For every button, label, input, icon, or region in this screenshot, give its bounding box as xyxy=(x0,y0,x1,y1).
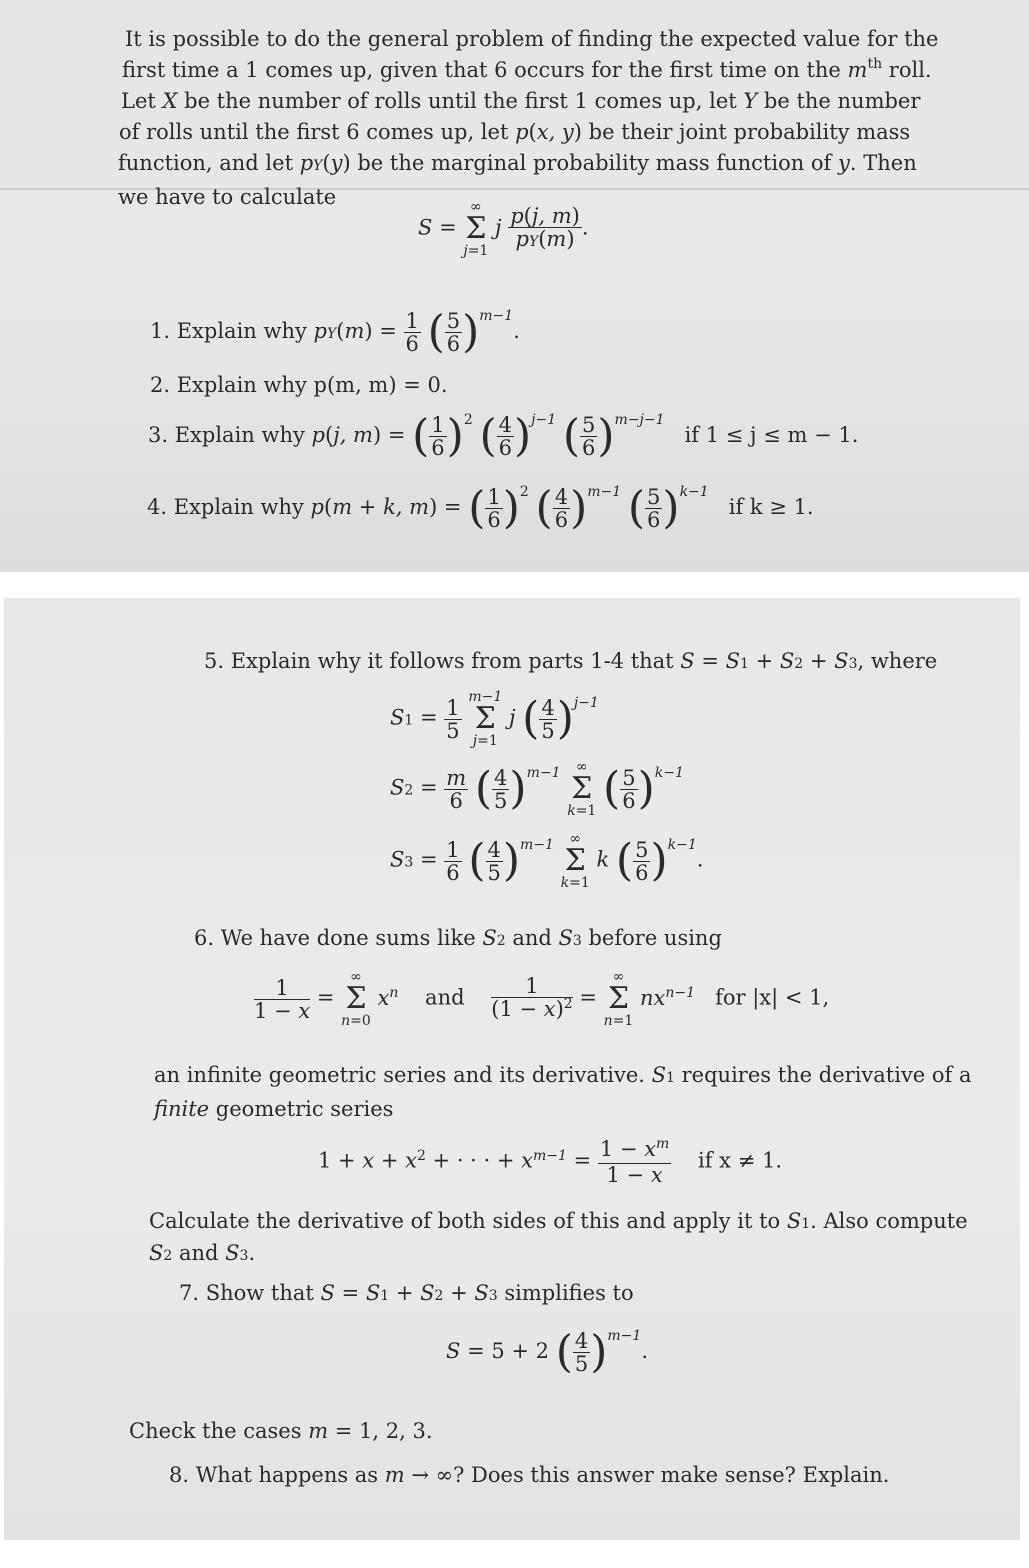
item-3-label: 3. Explain why xyxy=(148,423,305,447)
item-4-label: 4. Explain why xyxy=(147,495,304,519)
equation-S: S = ∞ Σ j=1 j $\frac{p(j, m)}{pY(m)}$ . xyxy=(418,199,589,259)
intro-line-3: Let X be the number of rolls until the first 1 comes up, let Y be the number xyxy=(121,89,921,113)
check-cases: Check the cases m = 1, 2, 3. xyxy=(129,1419,433,1443)
intro-line-2: first time a 1 comes up, given that 6 occurs for the first time on the $m^{th}$ roll. xyxy=(122,56,932,82)
item-1-label: 1. Explain why xyxy=(150,319,307,343)
equation-S-simplified: S = 5 + 2 ( $\frac{4}{5}$ )$^{m-1}$. xyxy=(446,1326,649,1378)
item-2: 2. Explain why p(m, m) = 0. xyxy=(150,373,448,397)
item-1: 1. Explain why pY(m) = $\frac{1}{6}$ ( $\frac{5}{6}$ )$^{m-1}$. xyxy=(150,306,520,358)
finite-word: finite xyxy=(154,1097,210,1121)
item-3-condition: if 1 ≤ j ≤ m − 1. xyxy=(684,423,859,447)
item-6-text-2 xyxy=(154,1094,393,1125)
item-6: 6. We have done sums like S2 and S3 before using xyxy=(194,926,722,950)
page-bottom-sheet xyxy=(4,598,1020,1540)
finite-series-condition: if x ≠ 1. xyxy=(698,1148,783,1173)
item-6-text-1: an infinite geometric series and its derivative. S1 requires the derivative of a xyxy=(154,1063,972,1087)
equation-finite-series: $1 + x + x^2$ + · · · + $x^{m-1}$ = $\frac{1 - x^m}{1 - x}$ if x ≠ 1. xyxy=(318,1136,783,1187)
intro-line-4: of rolls until the first 6 comes up, let p(x, y) be their joint probability mass xyxy=(119,120,911,144)
item-5: 5. Explain why it follows from parts 1-4 that S = S1 + S2 + S3, where xyxy=(204,649,938,673)
page-top-sheet xyxy=(0,0,1029,572)
equation-S3: S3 = $\frac{1}{6}$ ( $\frac{4}{5}$ )$^{m-1}$ ∞ Σ k=1 k ( $\frac{5}{6}$ )$^{k-1}$. xyxy=(390,831,704,891)
item-7: 7. Show that S = S1 + S2 + S3 simplifies to xyxy=(179,1281,634,1305)
item-4-condition: if k ≥ 1. xyxy=(728,495,814,519)
item-4: 4. Explain why p(m + k, m) = ( $\frac{1}{6}$ )$^2$ ( $\frac{4}{6}$ )$^{m-1}$ ( $\frac{5}{6}$ )$^{k-1}$ if k ≥ 1. xyxy=(147,482,814,534)
item-6-condition: for |x| < 1, xyxy=(715,985,830,1010)
intro-line-1: It is possible to do the general problem of finding the expected value for the xyxy=(125,27,939,51)
equation-geometric-series: $\frac{1}{1 - x}$ = ∞ Σ n=0 $x^n$ and $\frac{1}{(1 - x)^2}$ = ∞ Σ n=1 $nx^{n-1}$ for |x| < 1, xyxy=(254,969,830,1029)
calc-text-2: S2 and S3. xyxy=(149,1241,256,1265)
geometric-series-word: geometric series xyxy=(209,1097,394,1121)
calc-text-1: Calculate the derivative of both sides of this and apply it to S1. Also compute xyxy=(149,1209,968,1233)
equation-S2: S2 = $\frac{m}{6}$ ( $\frac{4}{5}$ )$^{m-1}$ ∞ Σ k=1 ( $\frac{5}{6}$ )$^{k-1}$ xyxy=(390,759,684,819)
and-word: and xyxy=(425,985,465,1010)
item-3: 3. Explain why p(j, m) = ( $\frac{1}{6}$ )$^2$ ( $\frac{4}{6}$ )$^{j-1}$ ( $\frac{5}{6}$ )$^{m-j-1}$ if 1 ≤ j ≤ m − 1. xyxy=(148,410,859,462)
item-8: 8. What happens as m → ∞? Does this answer make sense? Explain. xyxy=(169,1463,890,1487)
intro-line-6: we have to calculate xyxy=(118,185,337,209)
equation-S1: S1 = $\frac{1}{5}$ m−1 Σ j=1 j ( $\frac{4}{5}$ )$^{j-1}$ xyxy=(390,689,599,749)
intro-line-5: function, and let pY(y) be the marginal probability mass function of y. Then xyxy=(118,151,917,175)
